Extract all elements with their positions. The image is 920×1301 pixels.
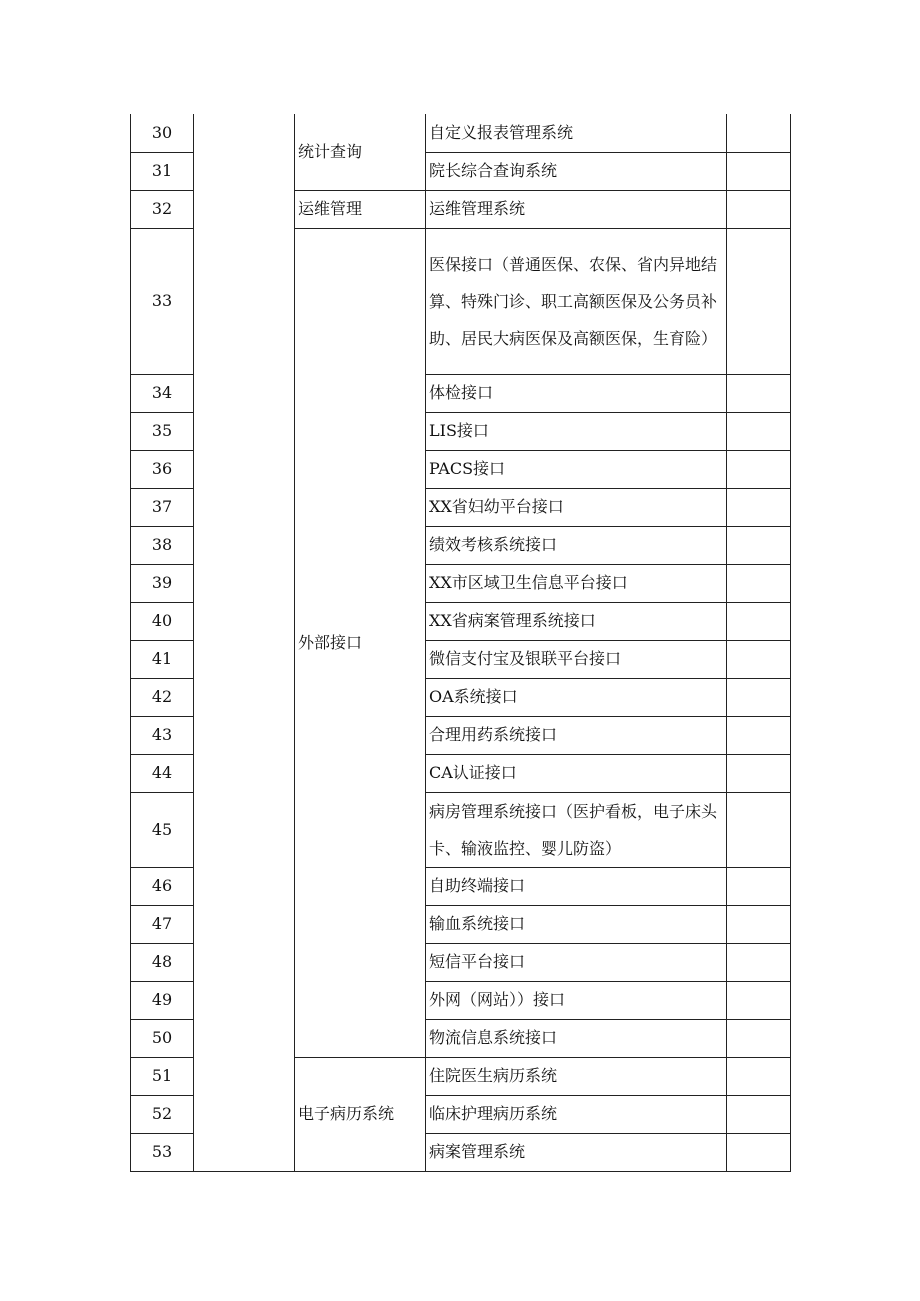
row-number: 46 [131, 867, 194, 905]
remark-cell [727, 602, 791, 640]
row-number: 49 [131, 981, 194, 1019]
row-number: 45 [131, 792, 194, 867]
item-cell: 绩效考核系统接口 [426, 526, 727, 564]
item-cell: 院长综合查询系统 [426, 152, 727, 190]
remark-cell [727, 640, 791, 678]
item-cell: 住院医生病历系统 [426, 1057, 727, 1095]
remark-cell [727, 716, 791, 754]
remark-cell [727, 228, 791, 374]
item-cell: 自助终端接口 [426, 867, 727, 905]
row-number: 33 [131, 228, 194, 374]
remark-cell [727, 114, 791, 152]
item-cell: 临床护理病历系统 [426, 1095, 727, 1133]
item-cell: PACS接口 [426, 450, 727, 488]
row-number: 51 [131, 1057, 194, 1095]
row-number: 32 [131, 190, 194, 228]
remark-cell [727, 488, 791, 526]
category-cell: 外部接口 [295, 228, 426, 1057]
item-cell: XX省病案管理系统接口 [426, 602, 727, 640]
item-cell: 短信平台接口 [426, 943, 727, 981]
remark-cell [727, 867, 791, 905]
remark-cell [727, 412, 791, 450]
row-number: 47 [131, 905, 194, 943]
row-number: 34 [131, 374, 194, 412]
remark-cell [727, 981, 791, 1019]
row-number: 30 [131, 114, 194, 152]
remark-cell [727, 1019, 791, 1057]
remark-cell [727, 450, 791, 488]
item-cell: CA认证接口 [426, 754, 727, 792]
item-cell: 体检接口 [426, 374, 727, 412]
category-cell: 统计查询 [295, 114, 426, 190]
item-cell: 病案管理系统 [426, 1133, 727, 1171]
row-number: 52 [131, 1095, 194, 1133]
remark-cell [727, 190, 791, 228]
table-row [131, 114, 791, 152]
item-cell: 医保接口（普通医保、农保、省内异地结算、特殊门诊、职工高额医保及公务员补助、居民大病医保及高额医保，生育险） [426, 228, 727, 374]
row-number: 36 [131, 450, 194, 488]
remark-cell [727, 526, 791, 564]
row-number: 35 [131, 412, 194, 450]
item-cell: 自定义报表管理系统 [426, 114, 727, 152]
category-cell: 电子病历系统 [295, 1057, 426, 1171]
blank-group-cell [194, 114, 295, 1171]
row-number: 39 [131, 564, 194, 602]
remark-cell [727, 1133, 791, 1171]
remark-cell [727, 152, 791, 190]
item-cell: 物流信息系统接口 [426, 1019, 727, 1057]
row-number: 41 [131, 640, 194, 678]
remark-cell [727, 905, 791, 943]
remark-cell [727, 678, 791, 716]
item-cell: LIS接口 [426, 412, 727, 450]
item-cell: XX省妇幼平台接口 [426, 488, 727, 526]
remark-cell [727, 943, 791, 981]
item-cell: 合理用药系统接口 [426, 716, 727, 754]
remark-cell [727, 1095, 791, 1133]
category-cell: 运维管理 [295, 190, 426, 228]
item-cell: OA系统接口 [426, 678, 727, 716]
item-cell: 运维管理系统 [426, 190, 727, 228]
item-cell: 输血系统接口 [426, 905, 727, 943]
remark-cell [727, 754, 791, 792]
row-number: 48 [131, 943, 194, 981]
row-number: 40 [131, 602, 194, 640]
item-cell: XX市区域卫生信息平台接口 [426, 564, 727, 602]
row-number: 31 [131, 152, 194, 190]
remark-cell [727, 564, 791, 602]
item-cell: 微信支付宝及银联平台接口 [426, 640, 727, 678]
system-list-table [130, 114, 791, 1172]
row-number: 42 [131, 678, 194, 716]
remark-cell [727, 792, 791, 867]
row-number: 53 [131, 1133, 194, 1171]
row-number: 38 [131, 526, 194, 564]
remark-cell [727, 1057, 791, 1095]
row-number: 50 [131, 1019, 194, 1057]
item-cell: 外网（网站））接口 [426, 981, 727, 1019]
row-number: 43 [131, 716, 194, 754]
row-number: 44 [131, 754, 194, 792]
remark-cell [727, 374, 791, 412]
item-cell: 病房管理系统接口（医护看板，电子床头卡、输液监控、婴儿防盗） [426, 792, 727, 867]
row-number: 37 [131, 488, 194, 526]
